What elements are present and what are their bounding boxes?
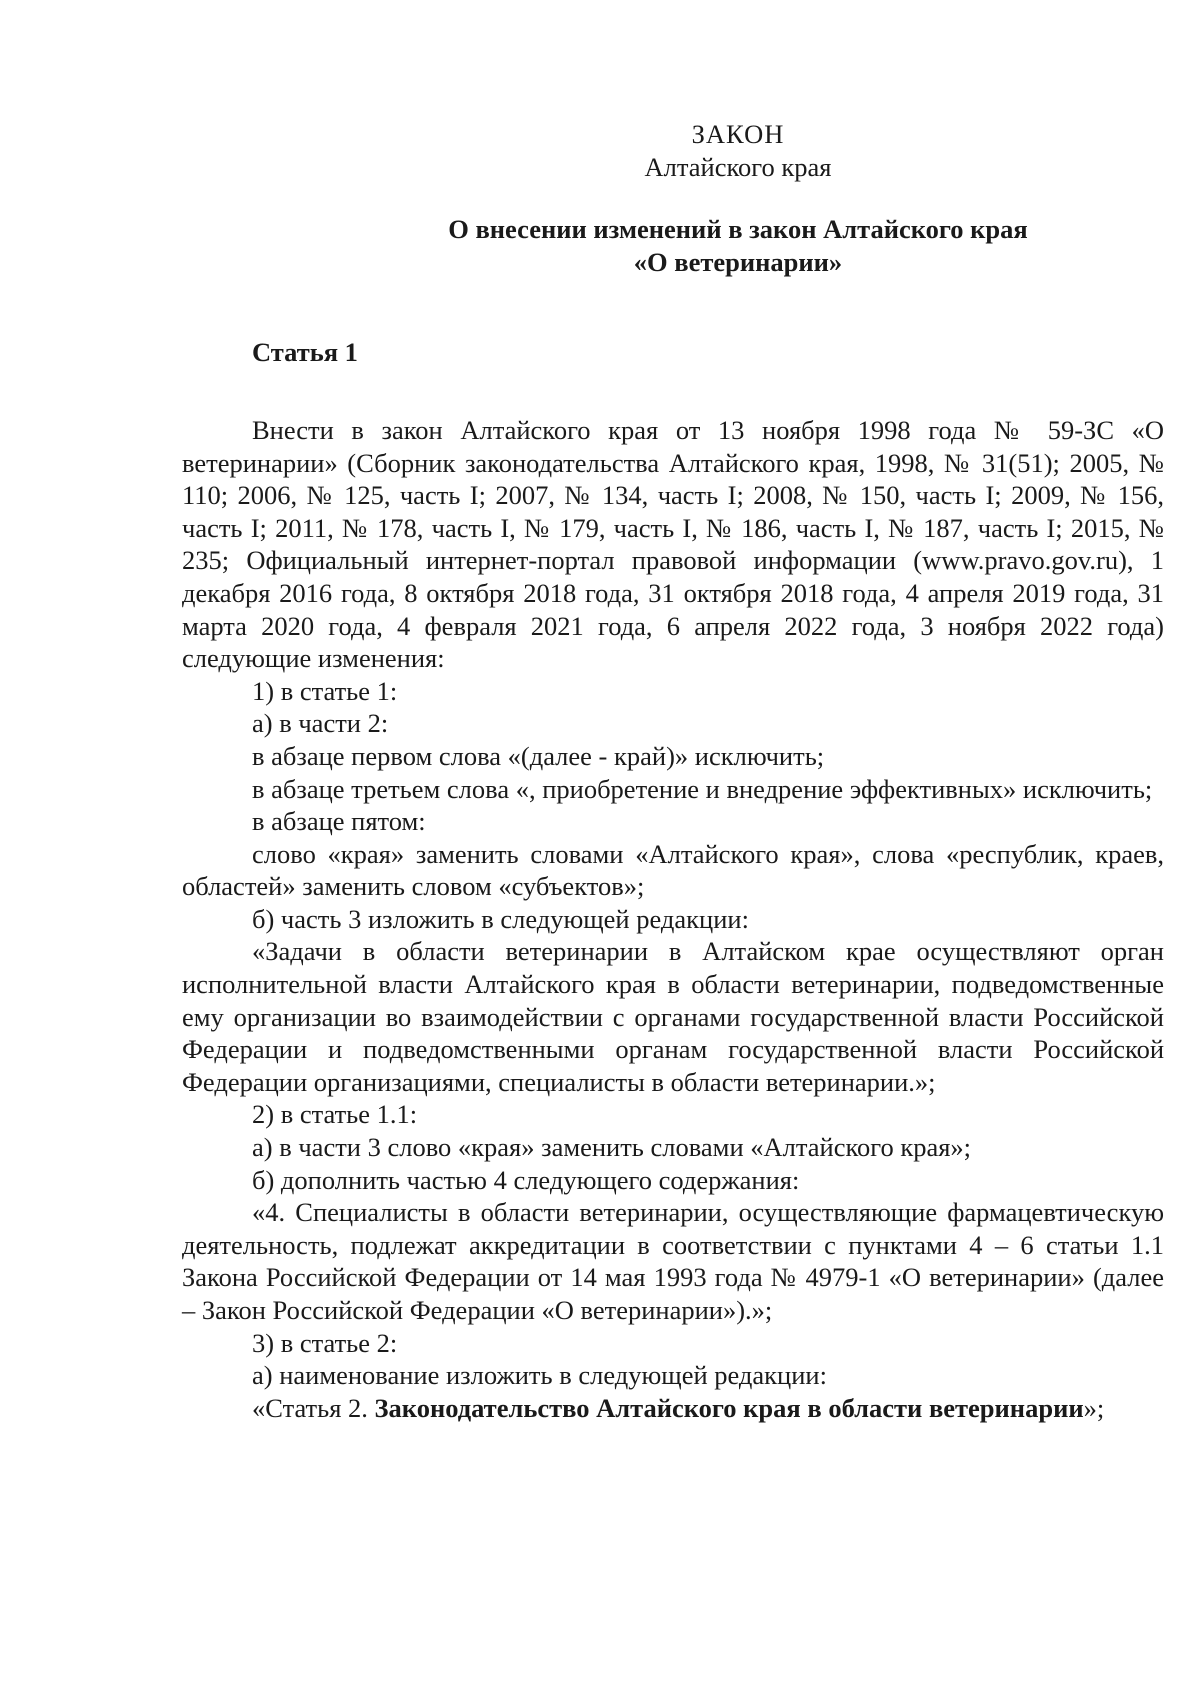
item-3a-prefix: «Статья 2. — [252, 1392, 375, 1423]
item-3a-bold-title: Законодательство Алтайского края в области ветеринарии — [374, 1392, 1084, 1423]
item-1: 1) в статье 1: — [252, 675, 398, 706]
item-2: 2) в статье 1.1: — [252, 1099, 418, 1130]
item-1b-text: «Задачи в области ветеринарии в Алтайском крае осуществляют орган исполнительной власти Алтайского края в области ветеринарии, подведомственные ему организации во взаимодействии с органами государственной власти Российской Федерации и подведомственными органам государственной власти Российской Федерации организациями, специалисты в области ветеринарии.»; — [182, 936, 1164, 1097]
document-region: Алтайского края — [644, 151, 832, 182]
item-2b-text: «4. Специалисты в области ветеринарии, осуществляющие фармацевтическую деятельность, подлежат аккредитации в соответствии с пунктами 4 – 6 статьи 1.1 Закона Российской Федерации от 14 мая 1993 года № 4979-1 «О ветеринарии» (далее – Закон Российской Федерации «О ветеринарии»).»; — [182, 1197, 1164, 1325]
item-3a-suffix: »; — [1083, 1392, 1105, 1423]
document-title-line-1: О внесении изменений в закон Алтайского края — [448, 214, 1028, 245]
document-title — [182, 213, 1164, 278]
item-3a-text — [182, 1392, 1164, 1425]
item-1a-paragraph-1: в абзаце первом слова «(далее - край)» исключить; — [252, 740, 825, 771]
item-1a-paragraph-3: в абзаце третьем слова «, приобретение и внедрение эффективных» исключить; — [252, 773, 1153, 804]
item-1a-paragraph-5-text: слово «края» заменить словами «Алтайского края», слова «республик, краев, областей» заменить словом «субъектов»; — [182, 838, 1164, 902]
item-3: 3) в статье 2: — [252, 1327, 398, 1358]
article-heading: Статья 1 — [252, 337, 358, 368]
item-2a: а) в части 3 слово «края» заменить словами «Алтайского края»; — [252, 1132, 972, 1163]
document-page — [182, 118, 1164, 1424]
document-type: ЗАКОН — [691, 119, 785, 149]
item-1a-paragraph-5: в абзаце пятом: — [252, 806, 426, 837]
item-1a: а) в части 2: — [252, 708, 389, 739]
item-2b: б) дополнить частью 4 следующего содержания: — [252, 1164, 800, 1195]
article-intro-paragraph: Внести в закон Алтайского края от 13 ноября 1998 года № 59-ЗС «О ветеринарии» (Сборник законодательства Алтайского края, 1998, № 31(51); 2005, № 110; 2006, № 125, часть I; 2007, № 134, часть I; 2008, № 150, часть I; 2009, № 156, часть I; 2011, № 178, часть I, № 179, часть I, № 186, часть I, № 187, часть I; 2015, № 235; Официальный интернет-портал правовой информации (www.pravo.gov.ru), 1 декабря 2016 года, 8 октября 2018 года, 31 октября 2018 года, 4 апреля 2019 года, 31 марта 2020 года, 4 февраля 2021 года, 6 апреля 2022 года, 3 ноября 2022 года) следующие изменения: — [182, 414, 1164, 674]
item-3a: а) наименование изложить в следующей редакции: — [252, 1360, 827, 1391]
document-title-line-2: «О ветеринарии» — [633, 246, 843, 277]
item-1b: б) часть 3 изложить в следующей редакции: — [252, 903, 749, 934]
